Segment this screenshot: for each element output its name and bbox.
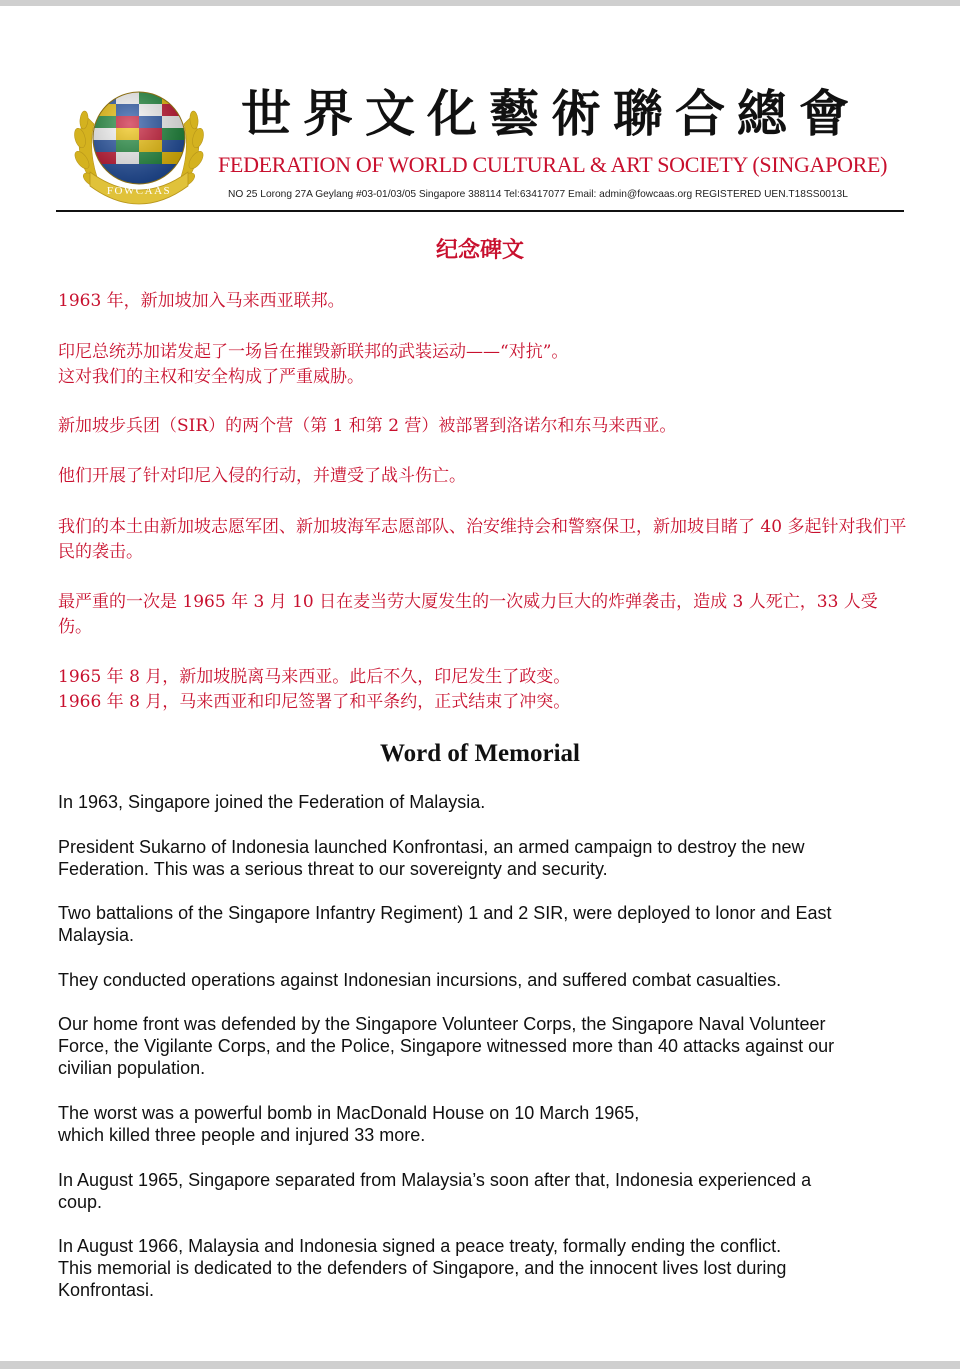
english-paragraph-2: President Sukarno of Indonesia launched Konfrontasi, an armed campaign to destroy the new Federation. This was a serious threat to our sovereignty and security.: [58, 837, 805, 879]
chinese-organization-name: 世界文化藝術聯合總會: [241, 84, 861, 143]
english-paragraph-7: In August 1965, Singapore separated from Malaysia’s soon after that, Indonesia experienced a coup.: [58, 1170, 812, 1212]
chinese-paragraph-4: 他们开展了针对印尼入侵的行动，并遭受了战斗伤亡。: [58, 466, 466, 486]
chinese-paragraph-3: 新加坡步兵团（SIR）的两个营（第 1 和第 2 营）被部署到洛诺尔和东马来西亚。: [58, 416, 677, 436]
header-divider: [56, 210, 904, 212]
chinese-paragraph-2: 印尼总统苏加诺发起了一场旨在摧毁新联邦的武装运动——“对抗”。 这对我们的主权和安全构成了严重威胁。: [58, 342, 569, 387]
english-organization-name: FEDERATION OF WORLD CULTURAL & ART SOCIETY (SINGAPORE): [218, 152, 888, 177]
english-paragraph-8: In August 1966, Malaysia and Indonesia signed a peace treaty, formally ending the conflict. This memorial is dedicated to the defenders of Singapore, and the innocent lives lost during Konfrontasi.: [58, 1236, 787, 1300]
chinese-paragraph-5: 我们的本土由新加坡志愿军团、新加坡海军志愿部队、治安维持会和警察保卫，新加坡目睹了 40 多起针对我们平民的袭击。: [58, 517, 907, 562]
address-line: NO 25 Lorong 27A Geylang #03-01/03/05 Singapore 388114 Tel:63417077 Email: admin@fowcaas.org REGISTERED UEN.T18SS0013L: [228, 189, 848, 200]
english-paragraph-1: In 1963, Singapore joined the Federation of Malaysia.: [58, 792, 486, 812]
english-heading: Word of Memorial: [380, 740, 580, 767]
fowcaas-logo: [64, 76, 214, 212]
bottom-border: [0, 1361, 960, 1369]
english-paragraph-6: The worst was a powerful bomb in MacDonald House on 10 March 1965, which killed three people and injured 33 more.: [58, 1103, 640, 1145]
english-paragraph-4: They conducted operations against Indonesian incursions, and suffered combat casualties.: [58, 970, 782, 990]
chinese-paragraph-7: 1965 年 8 月，新加坡脱离马来西亚。此后不久，印尼发生了政变。 1966 年 8 月，马来西亚和印尼签署了和平条约，正式结束了冲突。: [58, 667, 571, 712]
top-border: [0, 0, 960, 6]
english-paragraph-5: Our home front was defended by the Singapore Volunteer Corps, the Singapore Naval Volunteer Force, the Vigilante Corps, and the Police, Singapore witnessed more than 40 attacks against our civilian population.: [58, 1014, 835, 1078]
chinese-heading: 纪念碑文: [435, 237, 524, 263]
chinese-paragraph-6: 最严重的一次是 1965 年 3 月 10 日在麦当劳大厦发生的一次威力巨大的炸弹袭击，造成 3 人死亡，33 人受伤。: [58, 592, 878, 637]
english-paragraph-3: Two battalions of the Singapore Infantry Regiment) 1 and 2 SIR, were deployed to lonor and East Malaysia.: [58, 903, 832, 945]
chinese-paragraph-1: 1963 年，新加坡加入马来西亚联邦。: [58, 291, 345, 311]
letterhead: [56, 72, 904, 212]
logo-text: FOWCAAS: [106, 185, 172, 197]
